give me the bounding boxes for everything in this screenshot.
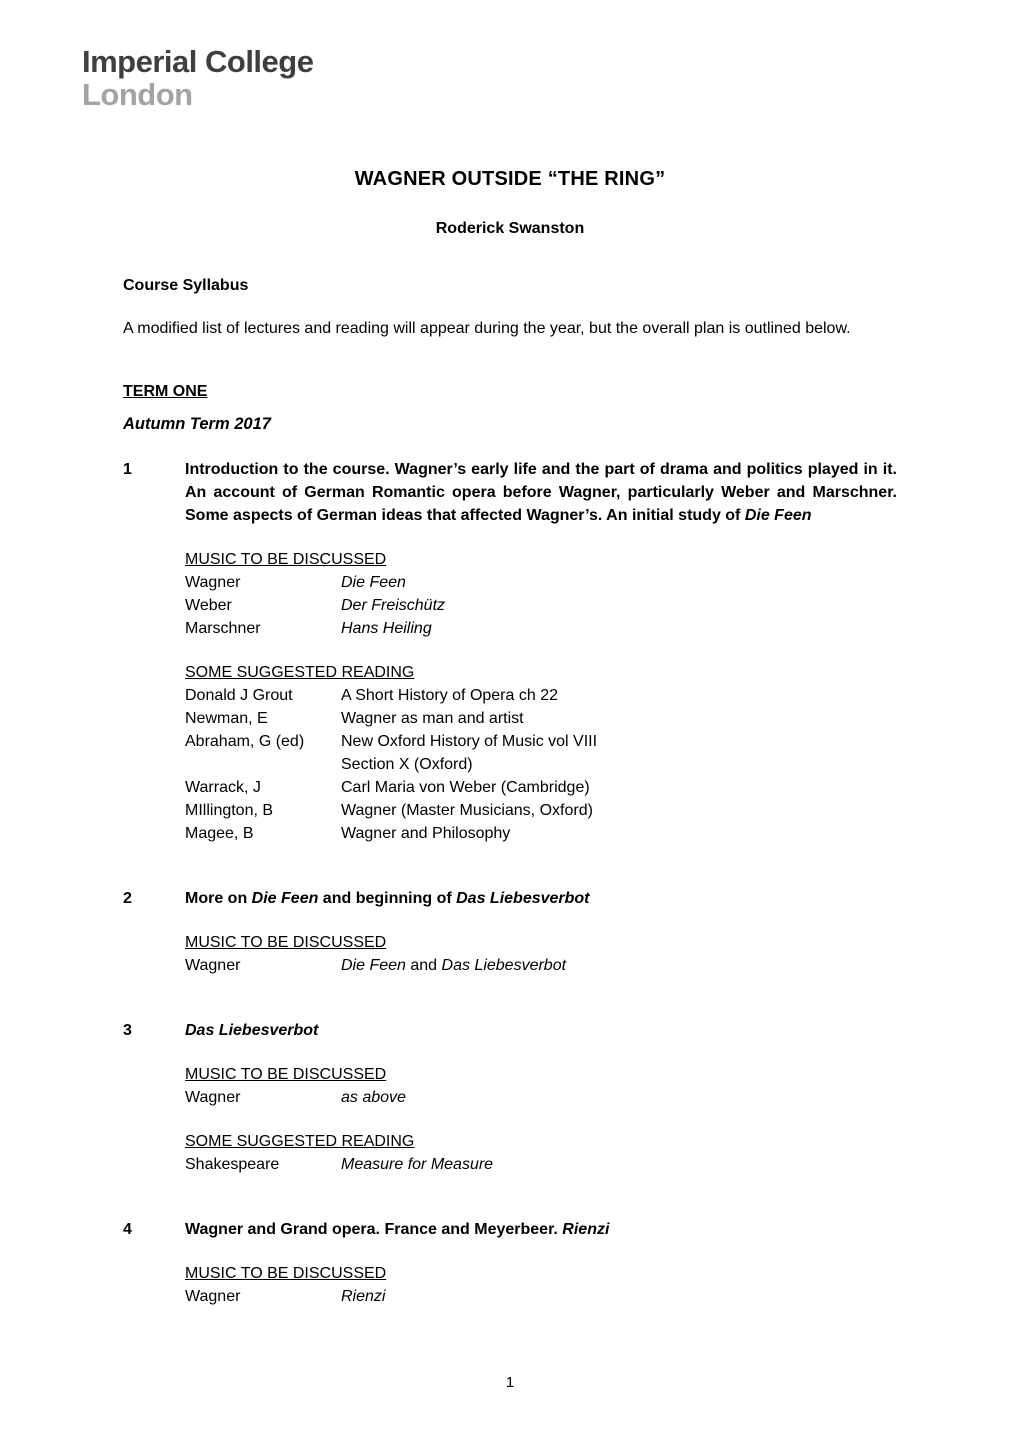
list-row: [185, 753, 897, 776]
list-row: [185, 684, 897, 707]
text-part: Das Liebesverbot: [456, 889, 590, 907]
list-row: [185, 594, 897, 617]
list-row: [185, 1086, 897, 1109]
text-part: Rienzi: [562, 1220, 610, 1238]
list-row: [185, 822, 897, 845]
author-cell: MIllington, B: [185, 801, 274, 819]
list-row: [185, 571, 897, 594]
lecture: [123, 1019, 897, 1176]
composer-cell: Wagner: [185, 573, 241, 591]
music-label: MUSIC TO BE DISCUSSED: [185, 550, 387, 568]
text-part: Wagner (Master Musicians, Oxford): [341, 801, 593, 819]
text-part: Wagner and Philosophy: [341, 824, 511, 842]
work-cell: [341, 1086, 897, 1109]
reading-label: SOME SUGGESTED READING: [185, 663, 415, 681]
text-part: and beginning of: [318, 889, 457, 907]
text-part: Der Freischütz: [341, 596, 446, 614]
lecture-title: [185, 887, 897, 910]
work-cell: [341, 799, 897, 822]
work-cell: [341, 954, 897, 977]
work-cell: [341, 571, 897, 594]
text-part: A Short History of Opera ch 22: [341, 686, 558, 704]
lecture-title: [185, 1218, 897, 1241]
author-cell: Donald J Grout: [185, 686, 293, 704]
author-cell: Magee, B: [185, 824, 254, 842]
logo-line2: London: [82, 76, 193, 112]
text-part: Rienzi: [341, 1287, 386, 1305]
text-part: Measure for Measure: [341, 1155, 494, 1173]
lecture-title: [185, 1019, 897, 1042]
list-row: [185, 954, 897, 977]
music-label: MUSIC TO BE DISCUSSED: [185, 1065, 387, 1083]
composer-cell: Wagner: [185, 1088, 241, 1106]
reading-block: [185, 661, 897, 845]
work-cell: [341, 730, 897, 753]
reading-label: SOME SUGGESTED READING: [185, 1132, 415, 1150]
work-cell: [341, 707, 897, 730]
lecture: [123, 887, 897, 977]
work-cell: [341, 1285, 897, 1308]
lecture-title: [185, 458, 897, 527]
work-cell: [341, 776, 897, 799]
text-part: Das Liebesverbot: [185, 1021, 319, 1039]
text-part: Die Feen: [744, 506, 812, 524]
music-block: [185, 1063, 897, 1109]
author-cell: Warrack, J: [185, 778, 261, 796]
music-label: MUSIC TO BE DISCUSSED: [185, 1264, 387, 1282]
intro-paragraph: A modified list of lectures and reading will appear during the year, but the overall plan is outlined below.: [123, 319, 851, 337]
lecture-number: 2: [123, 889, 132, 907]
text-part: Das Liebesverbot: [441, 956, 567, 974]
composer-cell: Wagner: [185, 956, 241, 974]
text-part: Wagner and Grand opera. France and Meyerbeer.: [185, 1220, 563, 1238]
music-label: MUSIC TO BE DISCUSSED: [185, 933, 387, 951]
list-row: [185, 617, 897, 640]
composer-cell: Marschner: [185, 619, 261, 637]
text-part: as above: [341, 1088, 406, 1106]
list-row: [185, 707, 897, 730]
list-row: [185, 776, 897, 799]
lecture-number: 4: [123, 1220, 132, 1238]
text-part: Die Feen: [341, 573, 406, 591]
imperial-college-logo: [82, 46, 1020, 112]
lecture-body: [185, 1019, 897, 1176]
list-row: [185, 1285, 897, 1308]
text-part: and: [405, 956, 442, 974]
text-part: Die Feen: [251, 889, 319, 907]
text-part: More on: [185, 889, 252, 907]
lecture: [123, 1218, 897, 1308]
work-cell: [341, 617, 897, 640]
lecture-body: [185, 1218, 897, 1308]
text-part: Die Feen: [341, 956, 406, 974]
term-subheading: Autumn Term 2017: [123, 414, 271, 433]
text-part: Carl Maria von Weber (Cambridge): [341, 778, 590, 796]
text-part: Section X (Oxford): [341, 755, 473, 773]
work-cell: [341, 594, 897, 617]
document-content: [123, 112, 897, 1308]
lecture-body: [185, 887, 897, 977]
lecture-number: 1: [123, 460, 132, 478]
work-cell: [341, 1153, 897, 1176]
author-cell: Newman, E: [185, 709, 268, 727]
document-title: WAGNER OUTSIDE “THE RING”: [354, 167, 666, 190]
course-syllabus-heading: Course Syllabus: [123, 276, 249, 294]
lecture-number: 3: [123, 1021, 132, 1039]
text-part: Introduction to the course. Wagner’s early life and the part of drama and politics played in it. An account of German Romantic opera before Wagner, particularly Weber and Marschner. Some aspects of German ideas that affected Wagner’s. An initial study of: [185, 460, 897, 524]
logo-line1: Imperial College: [82, 44, 314, 79]
author-cell: [185, 753, 341, 776]
lecture-list: [123, 458, 897, 1308]
work-cell: [341, 753, 897, 776]
author-cell: Shakespeare: [185, 1155, 280, 1173]
text-part: Wagner as man and artist: [341, 709, 524, 727]
lecture-body: [185, 458, 897, 845]
list-row: [185, 799, 897, 822]
work-cell: [341, 822, 897, 845]
lecture: [123, 458, 897, 845]
list-row: [185, 1153, 897, 1176]
composer-cell: Weber: [185, 596, 232, 614]
text-part: New Oxford History of Music vol VIII: [341, 732, 598, 750]
music-block: [185, 931, 897, 977]
page-number: 1: [505, 1374, 515, 1391]
term-one-heading: TERM ONE: [123, 382, 208, 400]
author-cell: Abraham, G (ed): [185, 732, 305, 750]
music-block: [185, 1262, 897, 1308]
composer-cell: Wagner: [185, 1287, 241, 1305]
author-name: Roderick Swanston: [435, 219, 585, 237]
music-block: [185, 548, 897, 640]
list-row: [185, 730, 897, 753]
work-cell: [341, 684, 897, 707]
reading-block: [185, 1130, 897, 1176]
text-part: Hans Heiling: [341, 619, 432, 637]
